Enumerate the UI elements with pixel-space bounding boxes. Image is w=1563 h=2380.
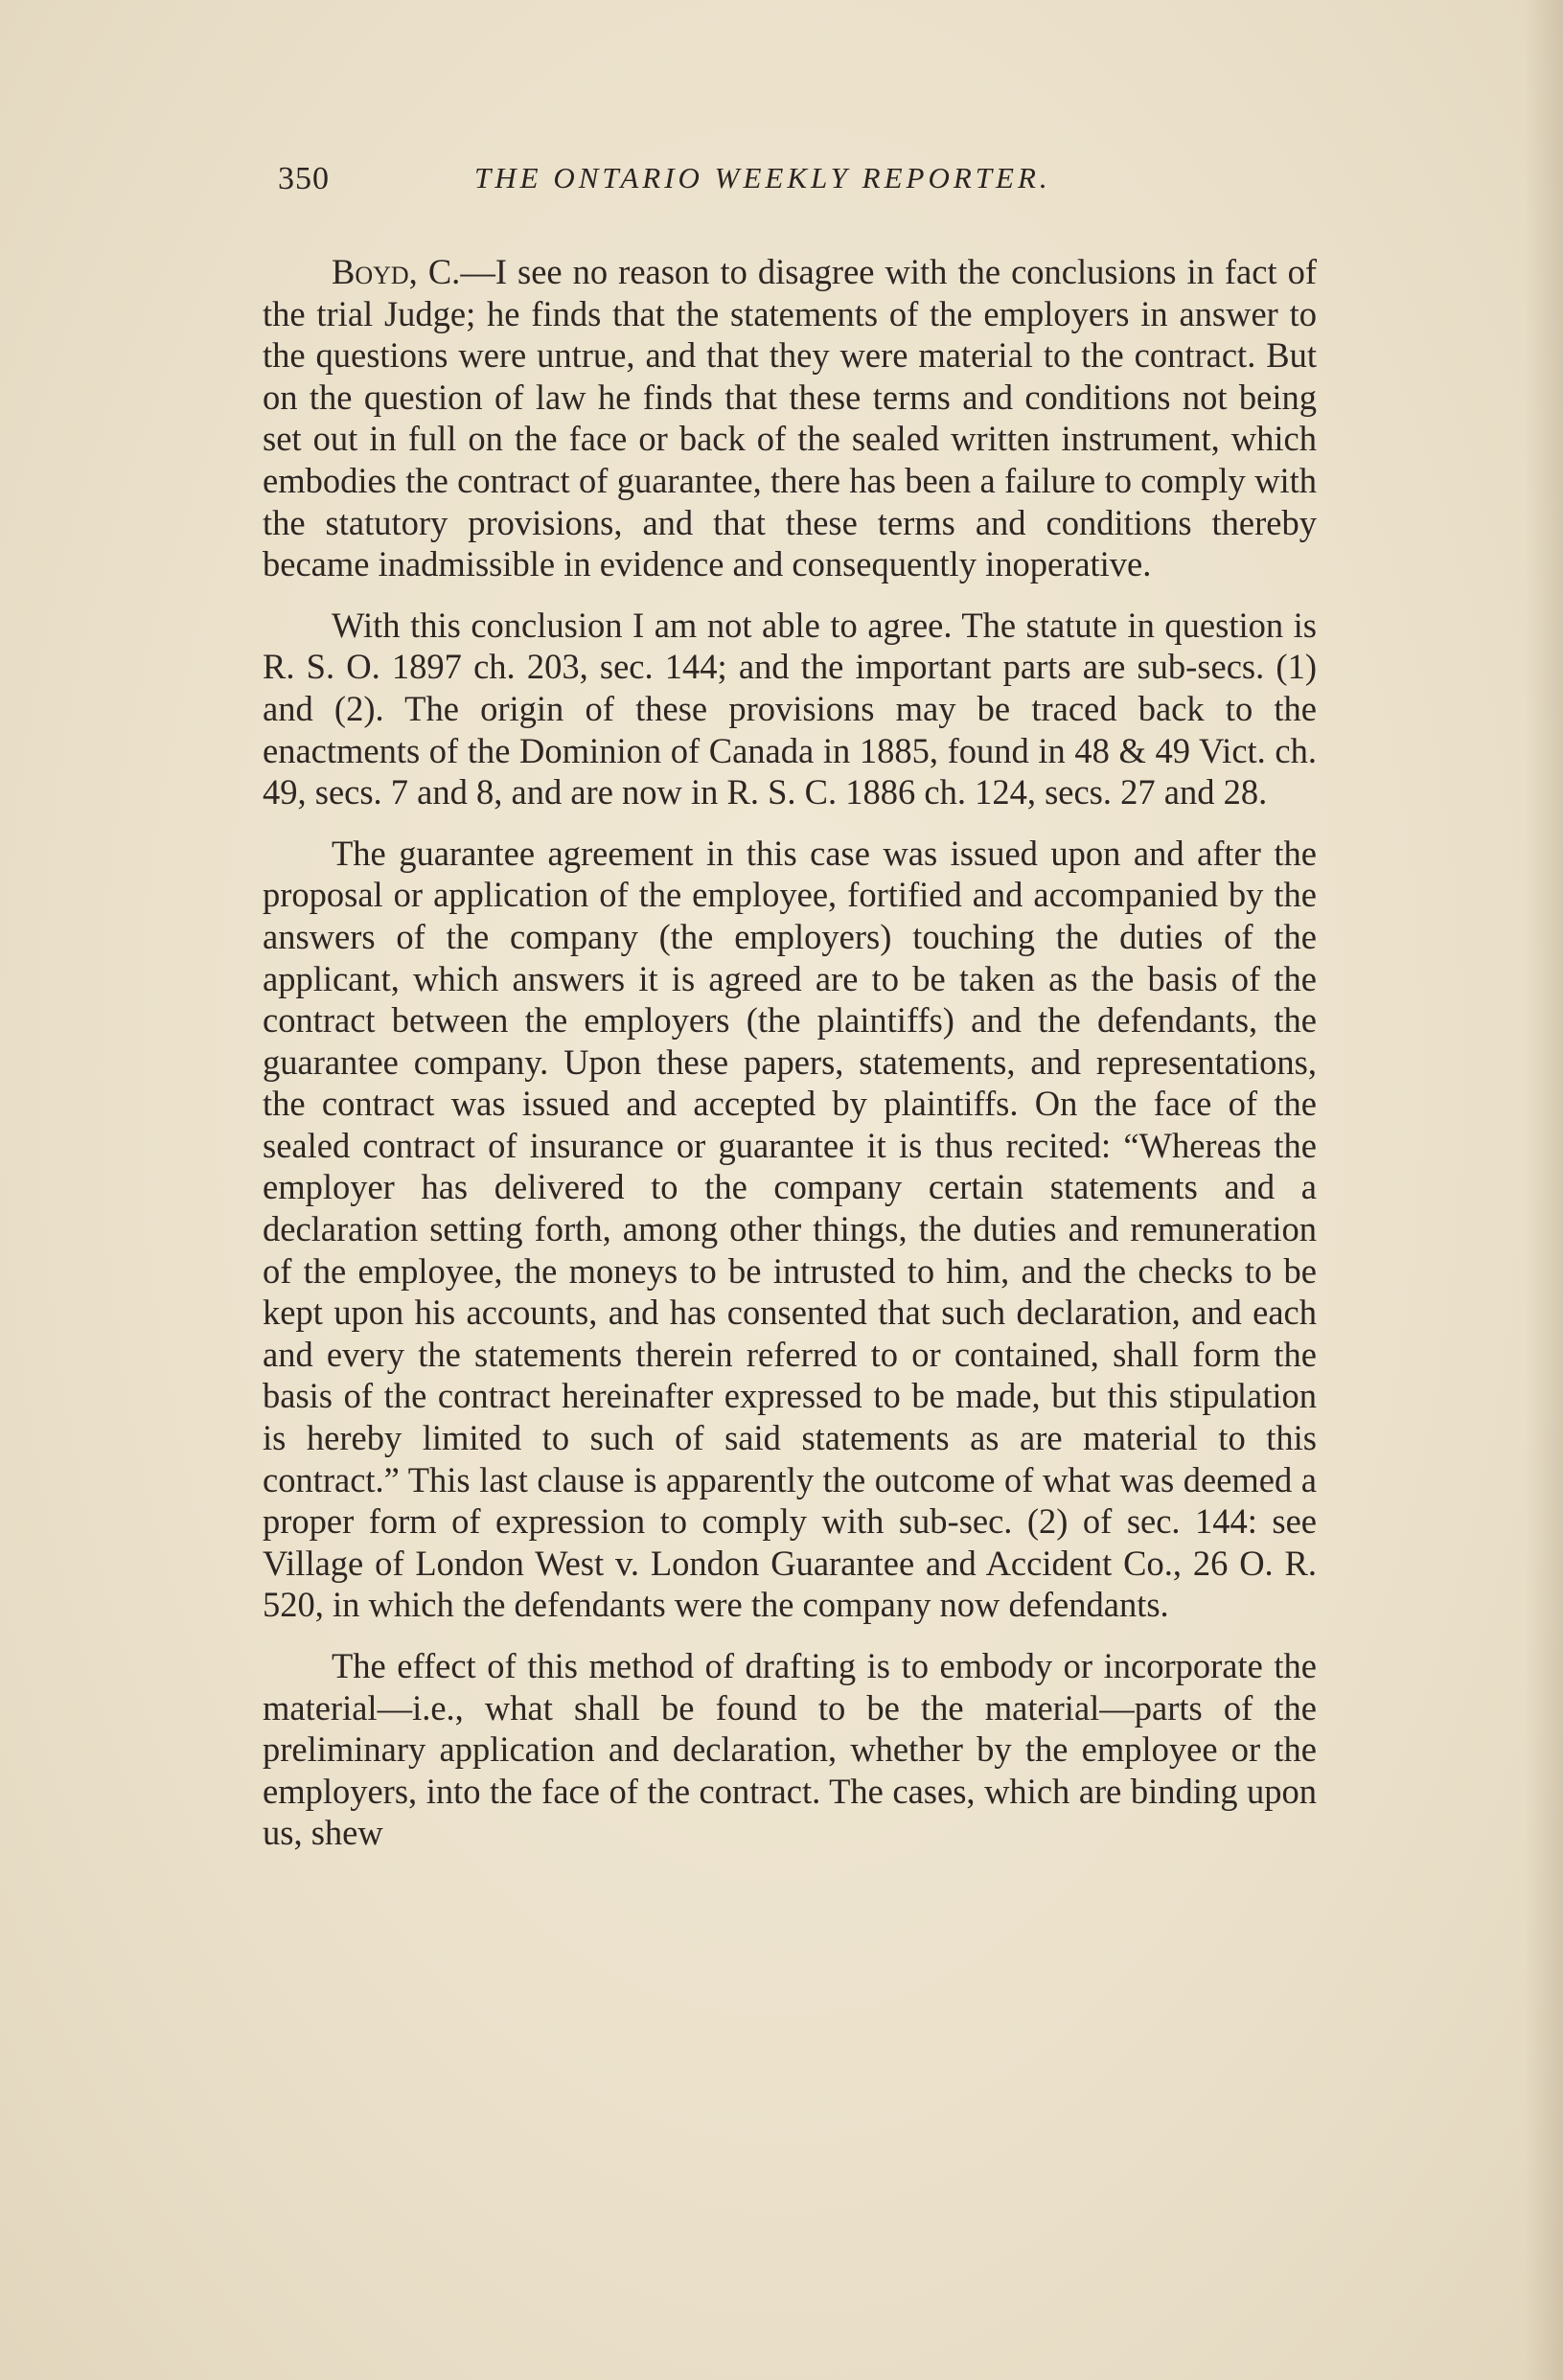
paragraph-text: The guarantee agreement in this case was issued upon and after the proposal or application of the employee, fortified and accompanied by the answers of the company (the employers) touching the duties of the applicant, which answers it is agreed are to be taken as the basis of the contract between the employers (the plaintiffs) and the defendants, the guarantee company. Upon these papers, statements, and representations, the contract was issued and accepted by plaintiffs. On the face of the sealed contract of insurance or guarantee it is thus recited: “Whereas the employer has delivered to the company certain statements and a declaration setting forth, among other things, the duties and remuneration of the employee, the moneys to be intrusted to him, and the checks to be kept upon his accounts, and has consented that such declaration, and each and every the statements therein referred to or contained, shall form the basis of the contract hereinafter expressed to be made, but this stipulation is hereby limited to such of said statements as are material to this contract.” This last clause is apparently the outcome of what was deemed a proper form of expression to comply with sub-sec. (2) of sec. 144: see Village of London West v. London Guarantee and Accident Co., 26 O. R. 520, in which the defendants were the company now defendants.: [263, 833, 1317, 1625]
page-header: [278, 161, 1322, 218]
paragraph-drafting-effect: [263, 1645, 1317, 1854]
speaker-name: Boyd, C.: [332, 252, 461, 291]
page-edge-shadow: [1525, 0, 1563, 2380]
paragraph-guarantee-agreement: [263, 833, 1317, 1626]
body-text: [263, 251, 1317, 1873]
paragraph-text: The effect of this method of drafting is to embody or incorporate the material—i.e., what shall be found to be the material—parts of the preliminary application and declaration, whether by the employee or the employers, into the face of the contract. The cases, which are binding upon us, shew: [263, 1646, 1317, 1853]
paragraph-boyd-opinion: [263, 251, 1317, 585]
paragraph-text: —I see no reason to disagree with the conclusions in fact of the trial Judge; he finds that the statements of the employers in answer to the questions were untrue, and that they were material to the contract. But on the question of law he finds that these terms and conditions not being set out in full on the face or back of the sealed written instrument, which embodies the contract of guarantee, there has been a failure to comply with the statutory provisions, and that these terms and conditions thereby became inadmissible in evidence and consequently inoperative.: [263, 252, 1317, 584]
paragraph-statute: [263, 605, 1317, 813]
running-title: THE ONTARIO WEEKLY REPORTER.: [474, 161, 1051, 195]
page-number: 350: [278, 161, 330, 196]
paragraph-text: With this conclusion I am not able to agree. The statute in question is R. S. O. 1897 ch. 203, sec. 144; and the important parts are sub-secs. (1) and (2). The origin of these provisions may be traced back to the enactments of the Dominion of Canada in 1885, found in 48 & 49 Vict. ch. 49, secs. 7 and 8, and are now in R. S. C. 1886 ch. 124, secs. 27 and 28.: [263, 605, 1317, 812]
